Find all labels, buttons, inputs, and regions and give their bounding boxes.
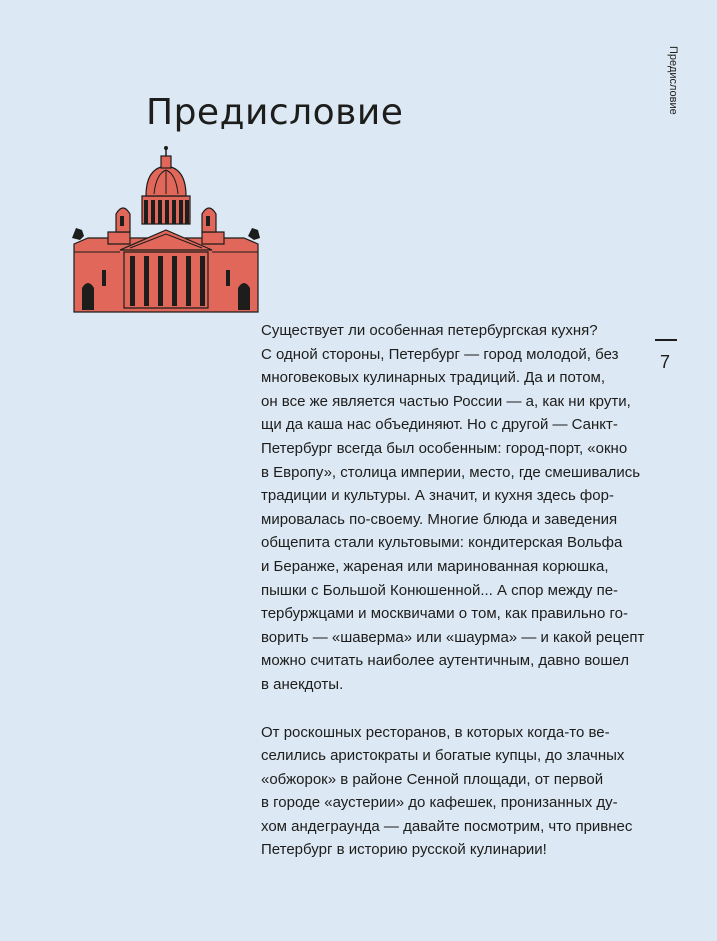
text-line: Петербург в историю русской кулинарии! (261, 841, 547, 859)
text-line: тербуржцами и москвичами о том, как правильно го- (261, 605, 628, 623)
text-line: в городе «аустерии» до кафешек, пронизанных ду- (261, 794, 618, 812)
text-line: и Беранже, жареная или маринованная корюшка, (261, 557, 609, 575)
text-line: С одной стороны, Петербург — город молодой, без (261, 345, 619, 363)
page-title: Предисловие (146, 92, 404, 133)
text-line: пышки с Большой Конюшенной... А спор между пе- (261, 581, 619, 599)
text-line: селились аристократы и богатые купцы, до злачных (261, 747, 625, 765)
body-text (261, 319, 645, 862)
text-line: ворить — «шаверма» или «шаурма» — и какой рецепт (261, 628, 645, 646)
text-line: многовековых кулинарных традиций. Да и потом, (261, 369, 606, 387)
cathedral-illustration-icon (68, 144, 264, 316)
text-line: Петербург всегда был особенным: город-порт, «окно (261, 439, 628, 457)
text-line: в Европу», столица империи, место, где смешивались (261, 463, 641, 481)
page-number-rule (655, 339, 677, 341)
text-line: в анекдоты. (261, 675, 344, 693)
text-line: он все же является частью России — а, как ни крути, (261, 392, 631, 410)
text-line: можно считать наиболее аутентичным, давно вошел (261, 652, 630, 670)
text-line: общепита стали культовыми: кондитерская Вольфа (261, 534, 623, 552)
paragraph-2 (261, 721, 631, 863)
text-line: традиции и культуры. А значит, и кухня здесь фор- (261, 487, 614, 505)
text-line: хом андеграунда — давайте посмотрим, что привнес (261, 817, 633, 835)
paragraph-1 (261, 319, 645, 697)
text-line: мировалась по-своему. Многие блюда и заведения (261, 510, 618, 528)
text-line: От роскошных ресторанов, в которых когда-то ве- (261, 723, 610, 741)
text-line: Существует ли особенная петербургская кухня? (261, 322, 598, 339)
text-line: щи да каша нас объединяют. Но с другой — Санкт- (261, 416, 618, 434)
text-line: «обжорок» в районе Сенной площади, от первой (261, 770, 604, 788)
running-head: Предисловие (667, 46, 679, 115)
page-number: 7 (660, 352, 671, 372)
